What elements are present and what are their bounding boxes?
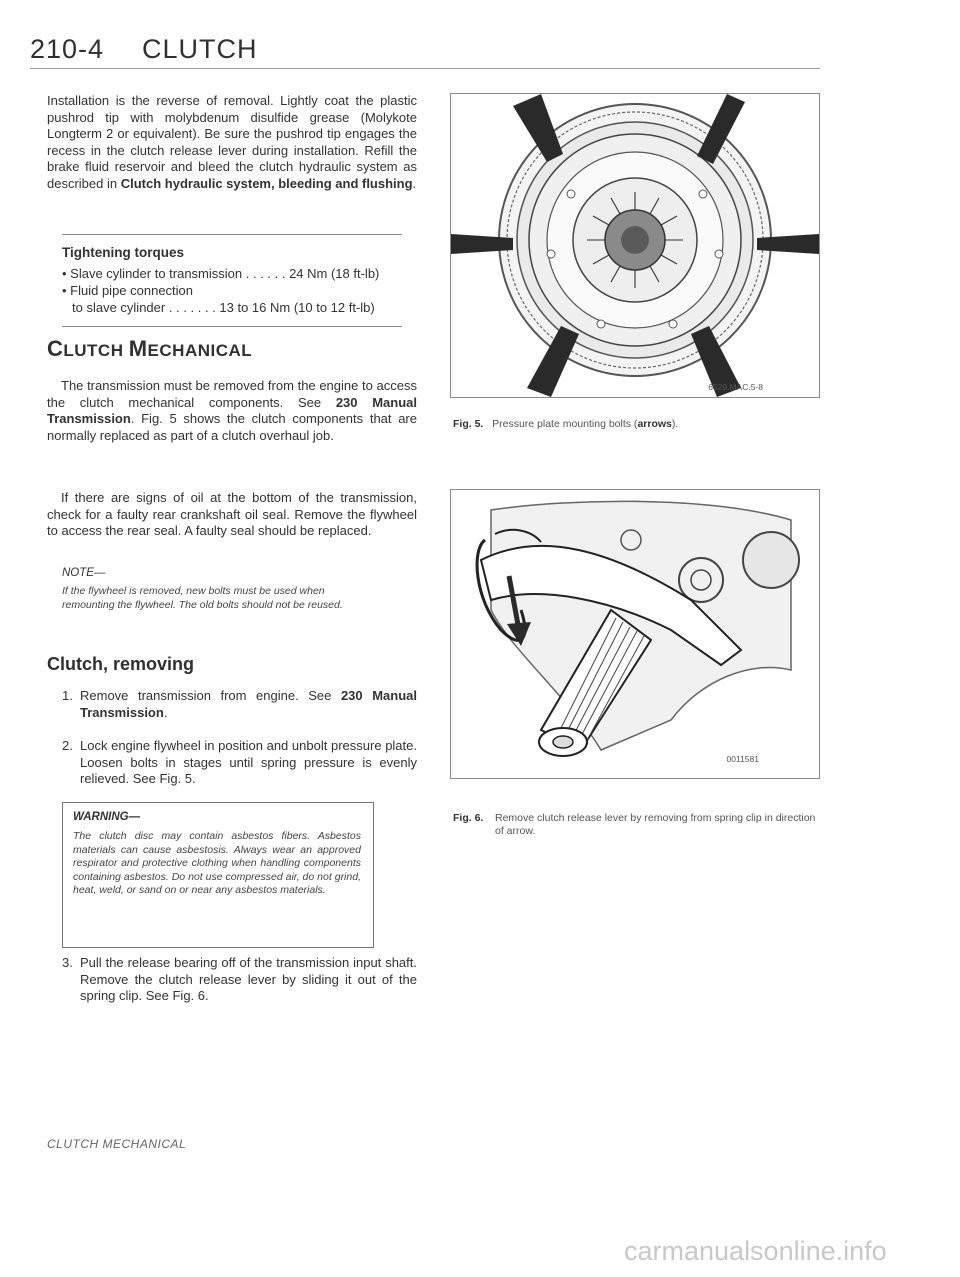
section-heading: CLUTCH MECHANICAL <box>47 336 253 361</box>
subsection-heading: Clutch, removing <box>47 654 195 674</box>
note-title: NOTE— <box>62 567 106 579</box>
intro-reference: Clutch hydraulic system, bleeding and flushing <box>120 175 413 191</box>
header-divider <box>30 68 820 69</box>
warning-text: The clutch disc may contain asbestos fibers. Asbestos materials can cause asbestosis. Always wear an approved respirator and protective clothing when handling components containing asbestos. Do not use compressed air, do not grind, heat, weld, or sand on or near any asbestos materials. <box>73 830 361 896</box>
warning-title: WARNING— <box>73 811 141 823</box>
torque-title: Tightening torques <box>62 245 184 260</box>
figure-6-frame <box>450 489 820 779</box>
footer-section: CLUTCH MECHANICAL <box>47 1137 187 1151</box>
step-1: 1. Remove transmission from engine. See 230 Manual Transmission. <box>62 688 417 720</box>
intro-paragraph <box>47 93 417 192</box>
page-header <box>30 28 820 72</box>
section-title: CLUTCH <box>142 34 258 64</box>
intro-end: . <box>412 175 417 191</box>
torque-item-fluid-pipe: • Fluid pipe connection <box>62 283 194 298</box>
watermark: carmanualsonline.info <box>624 1236 887 1266</box>
torque-bottom-rule <box>62 326 402 327</box>
torque-item-fluid-pipe-value: to slave cylinder . . . . . . . 13 to 16 Nm (10 to 12 ft-lb) <box>72 300 375 315</box>
figure-5-caption: Fig. 5. Pressure plate mounting bolts (arrows). <box>453 418 679 430</box>
figure-6-caption: Fig. 6. Remove clutch release lever by removing from spring clip in direction of arrow. <box>453 812 816 837</box>
intro-text: Installation is the reverse of removal. Lightly coat the plastic pushrod tip with molybdenum disulfide grease (Molykote Longterm 2 or equivalent). Be sure the pushrod tip engages the recess in the clutch release lever during installation. Refill the brake fluid reservoir and bleed the clutch hydraulic system as described in <box>47 93 417 191</box>
torque-item-slave-cylinder: • Slave cylinder to transmission . . . . . . 24 Nm (18 ft-lb) <box>62 266 380 281</box>
mechanical-paragraph-2: If there are signs of oil at the bottom of the transmission, check for a faulty rear crankshaft oil seal. Remove the flywheel to access the rear seal. A faulty seal should be replaced. <box>47 490 417 538</box>
warning-box <box>62 802 374 948</box>
page-number: 210-4 <box>30 34 105 64</box>
figure-5-frame <box>450 93 820 398</box>
step-2: 2. Lock engine flywheel in position and unbolt pressure plate. Loosen bolts in stages until spring pressure is evenly relieved. See Fig. 5. <box>62 738 417 786</box>
release-lever-illustration <box>451 490 819 778</box>
note-text: If the flywheel is removed, new bolts must be used when remounting the flywheel. The old bolts should not be reused. <box>62 585 343 611</box>
torque-top-rule <box>62 234 402 235</box>
mechanical-paragraph-1: The transmission must be removed from the engine to access the clutch mechanical components. See 230 Manual Transmission. Fig. 5 shows the clutch components that are normally replaced as part of a clutch overhaul job. <box>47 378 417 443</box>
pressure-plate-illustration <box>451 94 819 397</box>
figure-6-code: 0011581 <box>726 754 759 764</box>
figure-5-code: 6529.MAC.5-8 <box>708 382 763 392</box>
step-3: 3. Pull the release bearing off of the transmission input shaft. Remove the clutch release lever by sliding it out of the spring clip. See Fig. 6. <box>62 955 417 1003</box>
